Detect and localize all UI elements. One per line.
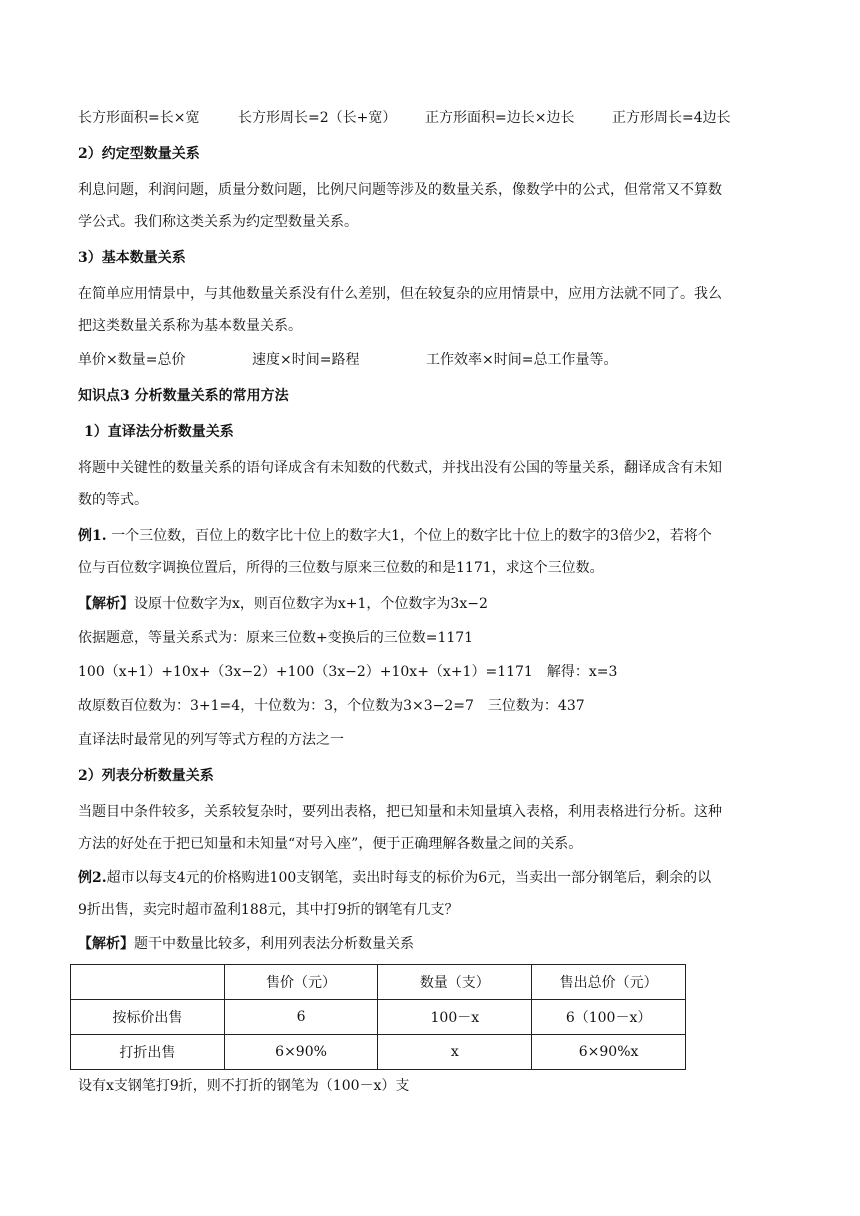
solution-1-line-1 [78,594,488,614]
example-1-label: 例1. [78,528,107,544]
section-3-paragraph-line-1: 在简单应用情景中，与其他数量关系没有什么差别，但在较复杂的应用情景中，应用方法就不同了。我么 [78,286,722,302]
table-row [71,1000,686,1035]
solution-2-text: 题干中数量比较多，利用列表法分析数量关系 [134,936,414,952]
table-header-cell: 售价（元） [224,965,378,1000]
example-2-text: 超市以每支4元的价格购进100支钢笔，卖出时每支的标价为6元，当卖出一部分钢笔后，剩余的以 [106,870,712,886]
section-2-paragraph-line-2: 学公式。我们称这类关系为约定型数量关系。 [78,214,358,230]
method-2-paragraph-line-2: 方法的好处在于把已知量和未知量“对号入座”，便于正确理解各数量之间的关系。 [78,836,583,852]
table-header-cell [71,965,225,1000]
knowledge-point-3-heading: 知识点3 分析数量关系的常用方法 [78,388,289,404]
table-cell: 打折出售 [71,1035,225,1070]
solution-2-line-1 [78,934,414,954]
formula-rect-area: 长方形面积=长×宽 [78,110,200,126]
example-1-line-2: 位与百位数字调换位置后，所得的三位数与原来三位数的和是1171，求这个三位数。 [78,560,604,576]
method-1-paragraph-line-2: 数的等式。 [78,492,148,508]
analysis-table [70,964,686,1070]
solution-1-text: 设原十位数字为x，则百位数字为x+1，个位数字为3x−2 [134,596,488,612]
formula-square-perimeter: 正方形周长=4边长 [612,110,731,126]
solution-1-label: 【解析】 [78,596,134,612]
section-3-heading: 3）基本数量关系 [78,250,186,266]
method-2-paragraph-line-1: 当题目中条件较多，关系较复杂时，要列出表格，把已知量和未知量填入表格，利用表格进行分析。这种 [78,804,722,820]
table-cell: 6（100－x） [532,1000,686,1035]
table-cell: x [378,1035,532,1070]
example-2-line-1 [78,868,711,888]
section-2-paragraph-line-1: 利息问题，利润问题，质量分数问题，比例尺问题等涉及的数量关系，像数学中的公式，但常常又不算数 [78,182,722,198]
example-2-label: 例2. [78,870,107,886]
table-cell: 100－x [378,1000,532,1035]
table-cell: 按标价出售 [71,1000,225,1035]
method-2-heading: 2）列表分析数量关系 [78,768,214,784]
solution-1-line-4: 故原数百位数为：3+1=4，十位数为：3，个位数为3×3−2=7 三位数为：437 [78,698,585,714]
method-1-paragraph-line-1: 将题中关键性的数量关系的语句译成含有未知数的代数式，并找出没有公国的等量关系，翻译成含有未知 [78,460,722,476]
basic-relations-row [78,350,617,370]
solution-1-line-2: 依据题意，等量关系式为：原来三位数+变换后的三位数=1171 [78,630,474,646]
table-cell: 6×90% [224,1035,378,1070]
table-cell: 6×90%x [532,1035,686,1070]
relation-price: 单价×数量=总价 [78,352,186,368]
solution-1-line-3: 100（x+1）+10x+（3x−2）+100（3x−2）+10x+（x+1）=1171 解得：x=3 [78,664,618,680]
formula-rect-perimeter: 长方形周长=2（长+宽） [238,110,397,126]
section-2-heading: 2）约定型数量关系 [78,146,200,162]
final-line: 设有x支钢笔打9折，则不打折的钢笔为（100－x）支 [78,1078,410,1094]
method-1-heading: 1）直译法分析数量关系 [84,424,234,440]
table-header-cell: 数量（支） [378,965,532,1000]
relation-work: 工作效率×时间=总工作量等。 [426,352,618,368]
example-2-line-2: 9折出售，卖完时超市盈利188元，其中打9折的钢笔有几支？ [78,902,459,918]
table-row [71,1035,686,1070]
solution-2-label: 【解析】 [78,936,134,952]
example-1-line-1 [78,526,712,546]
table-header-cell: 售出总价（元） [532,965,686,1000]
table-header-row [71,965,686,1000]
section-3-paragraph-line-2: 把这类数量关系称为基本数量关系。 [78,318,302,334]
example-1-text: 一个三位数，百位上的数字比十位上的数字大1，个位上的数字比十位上的数字的3倍少2，若将个 [111,528,712,544]
solution-1-line-5: 直译法时最常见的列写等式方程的方法之一 [78,732,344,748]
formula-square-area: 正方形面积=边长×边长 [425,110,575,126]
relation-speed: 速度×时间=路程 [252,352,360,368]
area-perimeter-formulas [78,108,731,128]
table-cell: 6 [224,1000,378,1035]
